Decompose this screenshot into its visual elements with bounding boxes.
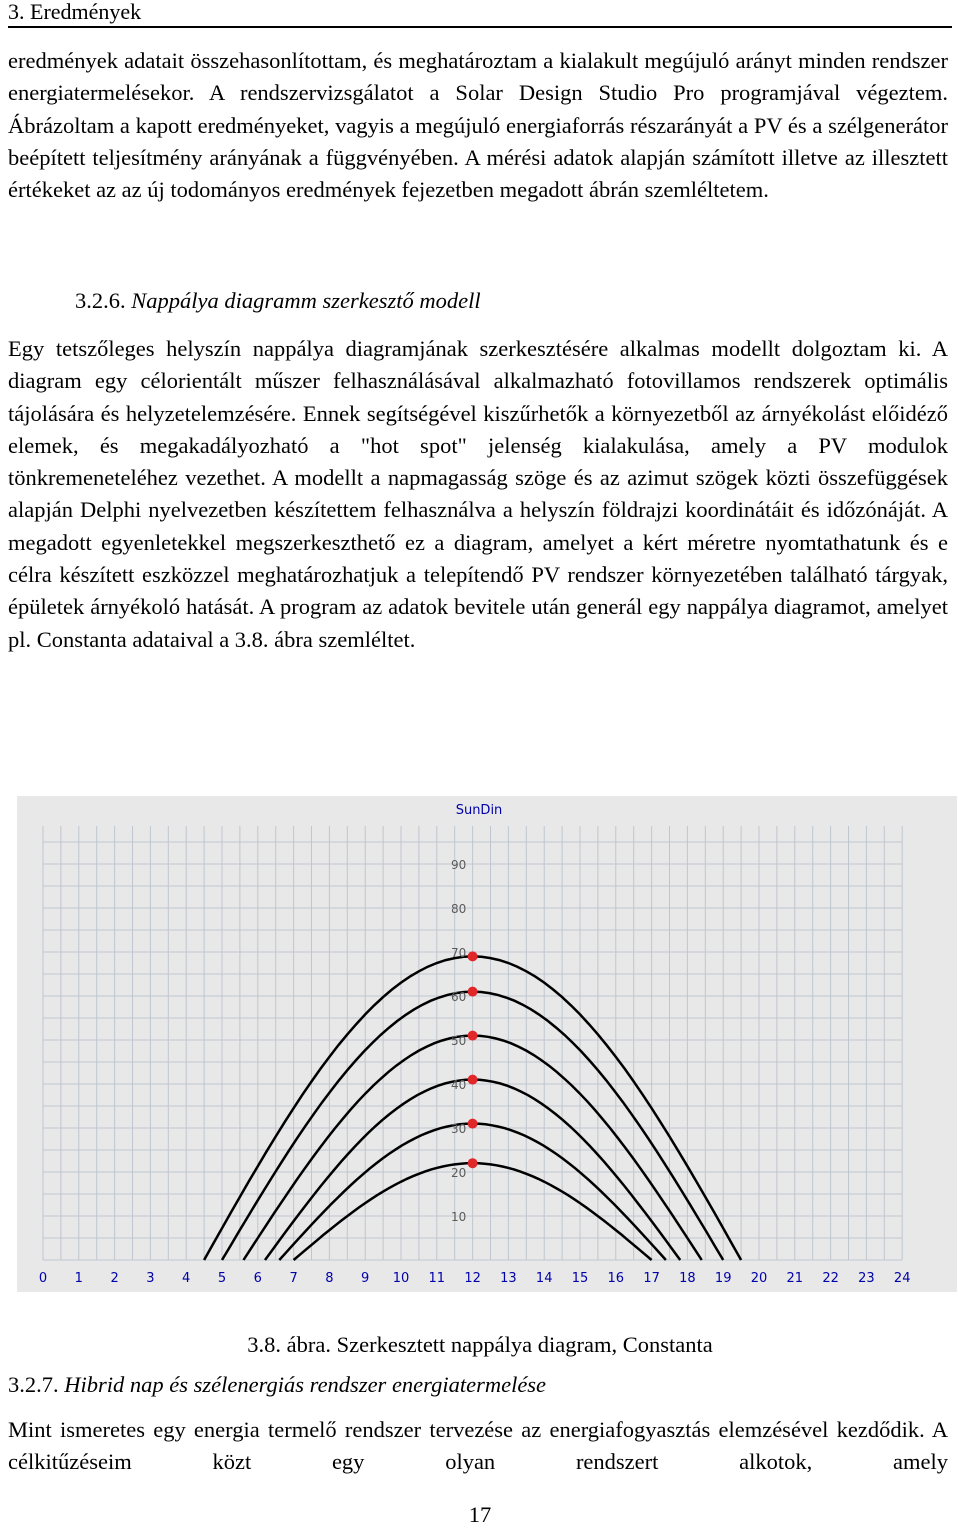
paragraph-intro: eredmények adatait összehasonlítottam, és meghatároztam a kialakult megújuló arányt minden rendszer energiatermelésekor. A rendszervizsgálatot a Solar Design Studio Pro programjával végeztem. Ábrázoltam a kapott eredményeket, vagyis a megújuló energiaforrás részarányát a PV és a szélgenerátor beépített teljesítmény arányának a függvényében. A mérési adatok alapján számított illetve az illesztett értékeket az az új todományos eredmények fejezetben megadott ábrán szemléltetem.	[8, 48, 948, 203]
x-tick-label: 18	[679, 1271, 696, 1286]
y-tick-label: 10	[450, 1210, 467, 1224]
x-tick-label: 16	[607, 1271, 625, 1286]
x-tick-label: 11	[428, 1271, 446, 1286]
noon-marker-6	[468, 1158, 478, 1168]
noon-marker-5	[468, 1119, 478, 1129]
y-tick-label: 30	[450, 1122, 467, 1136]
subheading-3-2-7	[8, 1370, 546, 1400]
x-tick-label: 21	[786, 1271, 804, 1286]
x-tick-label: 2	[110, 1271, 119, 1286]
subheading-title: Hibrid nap és szélenergiás rendszer energiatermelése	[64, 1372, 547, 1397]
x-tick-label: 20	[750, 1271, 768, 1286]
noon-marker-3	[468, 1031, 478, 1041]
x-tick-label: 14	[535, 1271, 553, 1286]
x-tick-label: 6	[253, 1271, 262, 1286]
x-tick-label: 3	[146, 1271, 155, 1286]
paragraph-sunpath-model: Egy tetszőleges helyszín nappálya diagramjának szerkesztésére alkalmas modellt dolgoztam ki. A diagram egy célorientált műszer felhasználásával alkalmazható fotovillamos rendszerek optimális tájolására és helyzetelemzésére. Ennek segítségével kiszűrhetők a környezetből az árnyékolást előidéző elemek, és megakadályozható a "hot spot" jelenség kialakulása, amely a PV modulok tönkremeneteléhez vezethet. A modellt a napmagasság szöge és az azimut szögek közti összefüggések alapján Delphi nyelvezetben készítettem felhasználva a helyszín földrajzi koordinátáit és időzónáját. A megadott egyenletekkel megszerkeszthető ez a diagram, amelyet a kért méretre nyomtathatunk és e célra készített eszközzel meghatározhatjuk a telepítendő PV rendszer környezetében található tárgyak, épületek árnyékoló hatását. A program az adatok bevitele után generál egy nappálya diagramot, amelyet pl. Constanta adataival a 3.8. ábra szemléltet.	[8, 336, 948, 652]
x-tick-label: 5	[217, 1271, 227, 1286]
x-tick-label: 24	[893, 1271, 911, 1286]
x-tick-label: 4	[182, 1271, 191, 1286]
figure-caption: 3.8. ábra. Szerkesztett nappálya diagram, Constanta	[247, 1332, 713, 1357]
section-title: 3. Eredmények	[8, 0, 142, 24]
subheading-number: 3.2.6.	[75, 288, 126, 313]
x-tick-label: 15	[571, 1271, 589, 1286]
running-header	[8, 0, 952, 28]
y-tick-label: 70	[450, 946, 467, 960]
noon-marker-4	[468, 1075, 478, 1085]
y-tick-label: 20	[450, 1166, 467, 1180]
y-tick-labels	[451, 858, 466, 1224]
x-tick-label: 1	[74, 1271, 83, 1286]
x-tick-label: 10	[392, 1271, 410, 1286]
y-tick-label: 50	[450, 1034, 467, 1048]
x-tick-label: 9	[361, 1271, 370, 1286]
x-tick-label: 13	[500, 1271, 517, 1286]
y-tick-label: 80	[450, 902, 467, 916]
chart-background	[17, 796, 957, 1292]
paragraph-hybrid: Mint ismeretes egy energia termelő rendszer tervezése az energiafogyasztás elemzésével kezdődik. A célkitűzéseim közt egy olyan rendszert alkotok, amely	[8, 1417, 948, 1475]
sunpath-diagram-figure	[17, 796, 957, 1292]
x-tick-label: 17	[643, 1271, 660, 1286]
x-tick-label: 23	[858, 1271, 875, 1286]
subheading-number: 3.2.7.	[8, 1372, 59, 1397]
chart-title: SunDin	[455, 803, 503, 818]
x-tick-label: 22	[822, 1271, 839, 1286]
page-number: 17	[468, 1502, 492, 1527]
subheading-title: Nappálya diagramm szerkesztő modell	[131, 288, 481, 313]
sunpath-chart	[17, 796, 957, 1292]
x-tick-label: 0	[38, 1271, 48, 1286]
x-tick-label: 19	[714, 1271, 732, 1286]
y-tick-label: 40	[450, 1078, 467, 1092]
noon-marker-1	[468, 951, 478, 961]
y-tick-label: 60	[450, 990, 467, 1004]
subheading-3-2-6	[75, 286, 481, 316]
y-tick-label: 90	[450, 858, 467, 872]
x-tick-label: 7	[289, 1271, 298, 1286]
x-tick-label: 12	[464, 1271, 481, 1286]
noon-marker-2	[468, 987, 478, 997]
x-tick-label: 8	[325, 1271, 334, 1286]
